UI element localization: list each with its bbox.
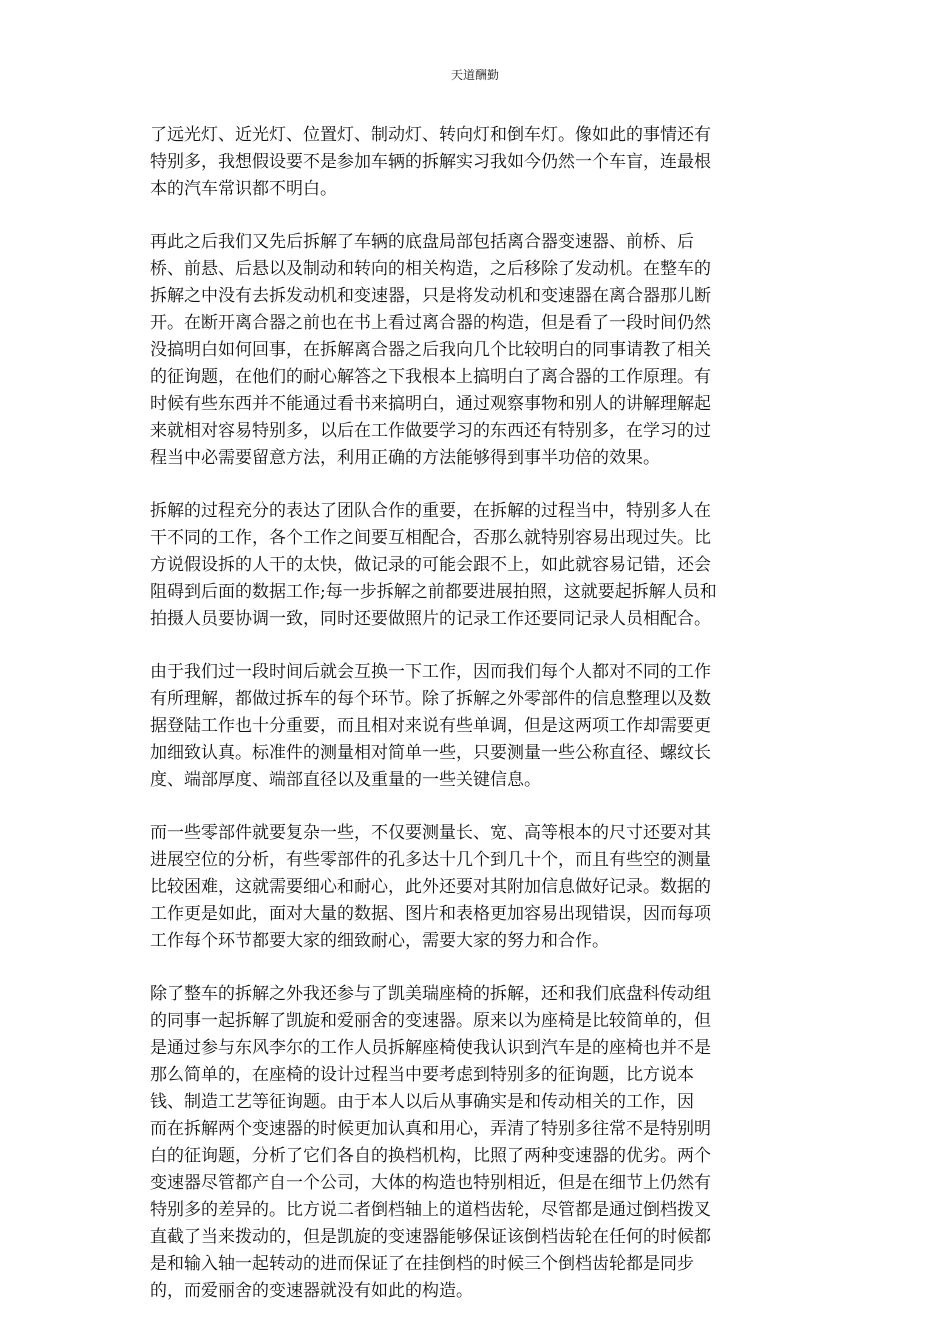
paragraph xyxy=(150,981,800,1305)
text-line: 是和输入轴一起转动的进而保证了在挂倒档的时候三个倒档齿轮都是同步 xyxy=(150,1254,694,1274)
text-line: 干不同的工作，各个工作之间要互相配合，否那么就特别容易出现过失。比 xyxy=(150,528,711,548)
text-line: 的同事一起拆解了凯旋和爱丽舍的变速器。原来以为座椅是比较简单的，但 xyxy=(150,1011,711,1031)
text-line: 阻碍到后面的数据工作;每一步拆解之前都要进展拍照，这就要起拆解人员和 xyxy=(150,582,717,602)
text-line: 而一些零部件就要复杂一些，不仅要测量长、宽、高等根本的尺寸还要对其 xyxy=(150,823,711,843)
text-line: 拆解之中没有去拆发动机和变速器，只是将发动机和变速器在离合器那儿断 xyxy=(150,286,711,306)
text-line: 工作每个环节都要大家的细致耐心，需要大家的努力和合作。 xyxy=(150,931,609,951)
text-line: 特别多的差异的。比方说二者倒档轴上的道档齿轮，尽管都是通过倒档拨叉 xyxy=(150,1200,711,1220)
text-line: 拍摄人员要协调一致，同时还要做照片的记录工作还要同记录人员相配合。 xyxy=(150,609,711,629)
text-line: 桥、前悬、后悬以及制动和转向的相关构造，之后移除了发动机。在整车的 xyxy=(150,259,711,279)
text-line: 比较困难，这就需要细心和耐心，此外还要对其附加信息做好记录。数据的 xyxy=(150,877,711,897)
text-line: 由于我们过一段时间后就会互换一下工作，因而我们每个人都对不同的工作 xyxy=(150,662,711,682)
text-line: 的，而爱丽舍的变速器就没有如此的构造。 xyxy=(150,1281,473,1301)
paragraph xyxy=(150,122,800,203)
text-line: 方说假设拆的人干的太快，做记录的可能会跟不上，如此就容易记错，还会 xyxy=(150,555,711,575)
paragraph xyxy=(150,498,800,633)
paragraph xyxy=(150,229,800,472)
text-line: 加细致认真。标准件的测量相对简单一些，只要测量一些公称直径、螺纹长 xyxy=(150,743,711,763)
text-line: 变速器尽管都产自一个公司，大体的构造也特别相近，但是在细节上仍然有 xyxy=(150,1173,711,1193)
text-line: 度、端部厚度、端部直径以及重量的一些关键信息。 xyxy=(150,770,541,790)
text-line: 的征询题，在他们的耐心解答之下我根本上搞明白了离合器的工作原理。有 xyxy=(150,367,711,387)
text-line: 除了整车的拆解之外我还参与了凯美瑞座椅的拆解，还和我们底盘科传动组 xyxy=(150,984,711,1004)
text-line: 钱、制造工艺等征询题。由于本人以后从事确实是和传动相关的工作，因 xyxy=(150,1092,694,1112)
paragraph xyxy=(150,659,800,794)
paragraph xyxy=(150,820,800,955)
text-line: 白的征询题，分析了它们各自的换档机构，比照了两种变速器的优劣。两个 xyxy=(150,1146,711,1166)
document-body xyxy=(150,122,800,1331)
text-line: 本的汽车常识都不明白。 xyxy=(150,179,337,199)
text-line: 有所理解，都做过拆车的每个环节。除了拆解之外零部件的信息整理以及数 xyxy=(150,689,711,709)
text-line: 直截了当来拨动的，但是凯旋的变速器能够保证该倒档齿轮在任何的时候都 xyxy=(150,1227,711,1247)
text-line: 再此之后我们又先后拆解了车辆的底盘局部包括离合器变速器、前桥、后 xyxy=(150,232,694,252)
text-line: 拆解的过程充分的表达了团队合作的重要，在拆解的过程当中，特别多人在 xyxy=(150,501,711,521)
text-line: 没搞明白如何回事，在拆解离合器之后我向几个比较明白的同事请教了相关 xyxy=(150,340,711,360)
text-line: 来就相对容易特别多，以后在工作做要学习的东西还有特别多，在学习的过 xyxy=(150,421,711,441)
text-line: 那么简单的，在座椅的设计过程当中要考虑到特别多的征询题，比方说本 xyxy=(150,1065,694,1085)
text-line: 进展空位的分析，有些零部件的孔多达十几个到几十个，而且有些空的测量 xyxy=(150,850,711,870)
text-line: 了远光灯、近光灯、位置灯、制动灯、转向灯和倒车灯。像如此的事情还有 xyxy=(150,125,711,145)
text-line: 特别多，我想假设要不是参加车辆的拆解实习我如今仍然一个车盲，连最根 xyxy=(150,152,711,172)
text-line: 是通过参与东风李尔的工作人员拆解座椅使我认识到汽车是的座椅也并不是 xyxy=(150,1038,711,1058)
text-line: 工作更是如此，面对大量的数据、图片和表格更加容易出现错误，因而每项 xyxy=(150,904,711,924)
text-line: 程当中必需要留意方法，利用正确的方法能够得到事半功倍的效果。 xyxy=(150,448,660,468)
text-line: 时候有些东西并不能通过看书来搞明白，通过观察事物和别人的讲解理解起 xyxy=(150,394,711,414)
page-header: 天道酬勤 xyxy=(450,68,499,82)
text-line: 开。在断开离合器之前也在书上看过离合器的构造，但是看了一段时间仍然 xyxy=(150,313,711,333)
text-line: 据登陆工作也十分重要，而且相对来说有些单调，但是这两项工作却需要更 xyxy=(150,716,711,736)
text-line: 而在拆解两个变速器的时候更加认真和用心，弄清了特别多往常不是特别明 xyxy=(150,1119,711,1139)
